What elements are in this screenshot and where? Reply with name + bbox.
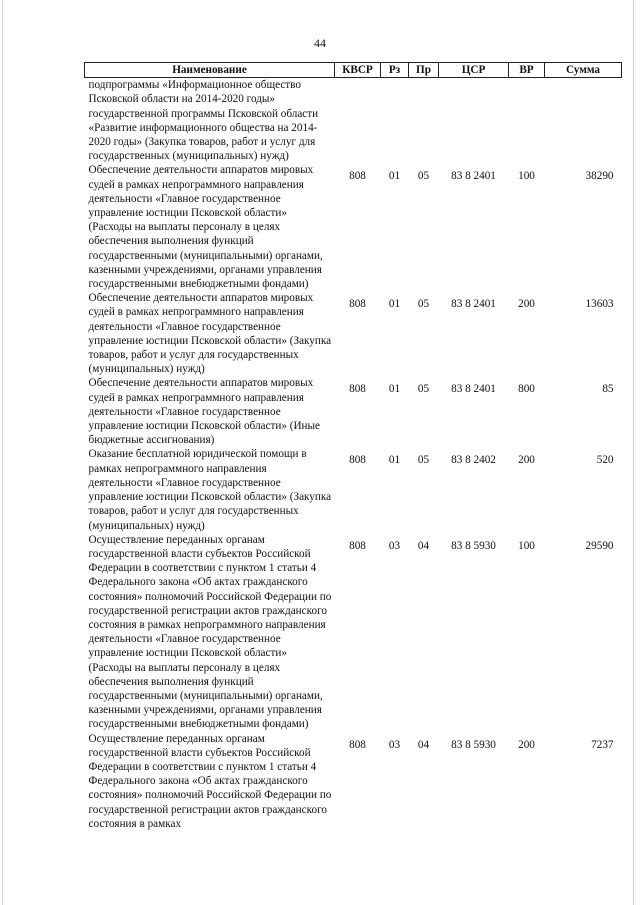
row-rz	[381, 78, 409, 164]
row-pr: 04	[417, 539, 430, 552]
row-csr: 83 8 2402	[451, 454, 496, 467]
row-sum: 520	[596, 454, 614, 467]
row-name: подпрограммы «Информационное общество Псковской области на 2014-2020 годы» государственной программы Псковской области «Развитие информационного общества на 2014-2020 годы» (Закупка товаров, работ и услуг для государственных (муниципальных) нужд)	[88, 79, 319, 163]
header-vr: ВР	[509, 63, 545, 78]
row-csr: 83 8 5930	[451, 539, 496, 552]
header-sum: Сумма	[545, 63, 622, 78]
row-kvsr: 808	[349, 298, 366, 311]
row-sum: 85	[602, 383, 614, 396]
row-vr: 100	[518, 539, 535, 552]
header-csr: ЦСР	[439, 63, 509, 78]
row-pr: 05	[417, 298, 430, 311]
row-name: Обеспечение деятельности аппаратов мировых судей в рамках непрограммного направления деятельности «Главное государственное управление юстиции Псковской области» (Расходы на выплаты персоналу в целях обеспечения выполнения функций государственными (муниципальными) органами, казенными учреждениями, органами управления государственными внебюджетными фондами)	[88, 164, 323, 291]
row-sum: 29590	[585, 539, 614, 552]
row-vr: 200	[518, 738, 535, 751]
row-vr: 800	[518, 383, 535, 396]
table-row	[85, 291, 622, 376]
row-pr: 05	[417, 170, 430, 183]
scan-edge-right	[633, 0, 634, 905]
row-kvsr: 808	[349, 454, 366, 467]
table-body	[85, 78, 622, 831]
page-number: 44	[314, 36, 326, 50]
row-csr: 83 8 2401	[451, 298, 496, 311]
row-pr: 05	[417, 383, 430, 396]
table-header	[85, 63, 622, 78]
header-row	[85, 63, 622, 78]
row-vr: 200	[518, 298, 535, 311]
row-kvsr	[335, 78, 381, 164]
row-rz: 03	[388, 738, 401, 751]
row-rz: 01	[388, 170, 401, 183]
row-name: Осуществление переданных органам государственной власти субъектов Российской Федерации в соответствии с пунктом 1 статьи 4 Федерального закона «Об актах гражданского состояния» полномочий Российской Федерации по государственной регистрации актов гражданского состояния в рамках непрограммного направления деятельности «Главное государственное управление юстиции Псковской области» (Расходы на выплаты персоналу в целях обеспечения выполнения функций государственными (муниципальными) органами, казенными учреждениями, органами управления государственными внебюджетными фондами)	[88, 533, 332, 731]
table-row	[85, 447, 622, 532]
row-csr	[439, 78, 509, 164]
row-vr: 200	[518, 454, 535, 467]
row-vr	[509, 78, 545, 164]
header-pr: Пр	[409, 63, 439, 78]
row-pr	[409, 78, 439, 164]
table-row	[85, 732, 622, 831]
header-name: Наименование	[85, 63, 335, 78]
row-rz: 01	[388, 454, 401, 467]
row-kvsr: 808	[349, 170, 366, 183]
row-sum: 38290	[585, 170, 614, 183]
row-sum	[545, 78, 622, 164]
row-rz: 01	[388, 383, 401, 396]
table-row	[85, 163, 622, 291]
row-kvsr: 808	[349, 539, 366, 552]
row-name: Оказание бесплатной юридической помощи в рамках непрограммного направления деятельности «Главное государственное управление юстиции Псковской области» (Закупка товаров, работ и услуг для государственных (муниципальных) нужд)	[88, 448, 332, 532]
row-pr: 05	[417, 454, 430, 467]
row-sum: 7237	[591, 738, 614, 751]
row-pr: 04	[417, 738, 430, 751]
row-kvsr: 808	[349, 383, 366, 396]
row-sum: 13603	[585, 298, 614, 311]
scan-edge-left	[2, 0, 3, 905]
row-vr: 100	[518, 170, 535, 183]
header-rz: Рз	[381, 63, 409, 78]
budget-table	[84, 62, 622, 831]
table-row	[85, 78, 622, 164]
row-csr: 83 8 2401	[451, 170, 496, 183]
table-row	[85, 376, 622, 447]
row-csr: 83 8 2401	[451, 383, 496, 396]
row-name: Обеспечение деятельности аппаратов мировых судей в рамках непрограммного направления деятельности «Главное государственное управление юстиции Псковской области» (Иные бюджетные ассигнования)	[88, 377, 321, 447]
row-rz: 01	[388, 298, 401, 311]
row-kvsr: 808	[349, 738, 366, 751]
header-kvsr: КВСР	[335, 63, 381, 78]
row-csr: 83 8 5930	[451, 738, 496, 751]
row-name: Осуществление переданных органам государственной власти субъектов Российской Федерации в соответствии с пунктом 1 статьи 4 Федерального закона «Об актах гражданского состояния» полномочий Российской Федерации по государственной регистрации актов гражданского состояния в рамках	[88, 732, 332, 830]
row-rz: 03	[388, 539, 401, 552]
table-row	[85, 533, 622, 732]
row-name: Обеспечение деятельности аппаратов мировых судей в рамках непрограммного направления деятельности «Главное государственное управление юстиции Псковской области» (Закупка товаров, работ и услуг для государственных (муниципальных) нужд)	[88, 292, 332, 376]
